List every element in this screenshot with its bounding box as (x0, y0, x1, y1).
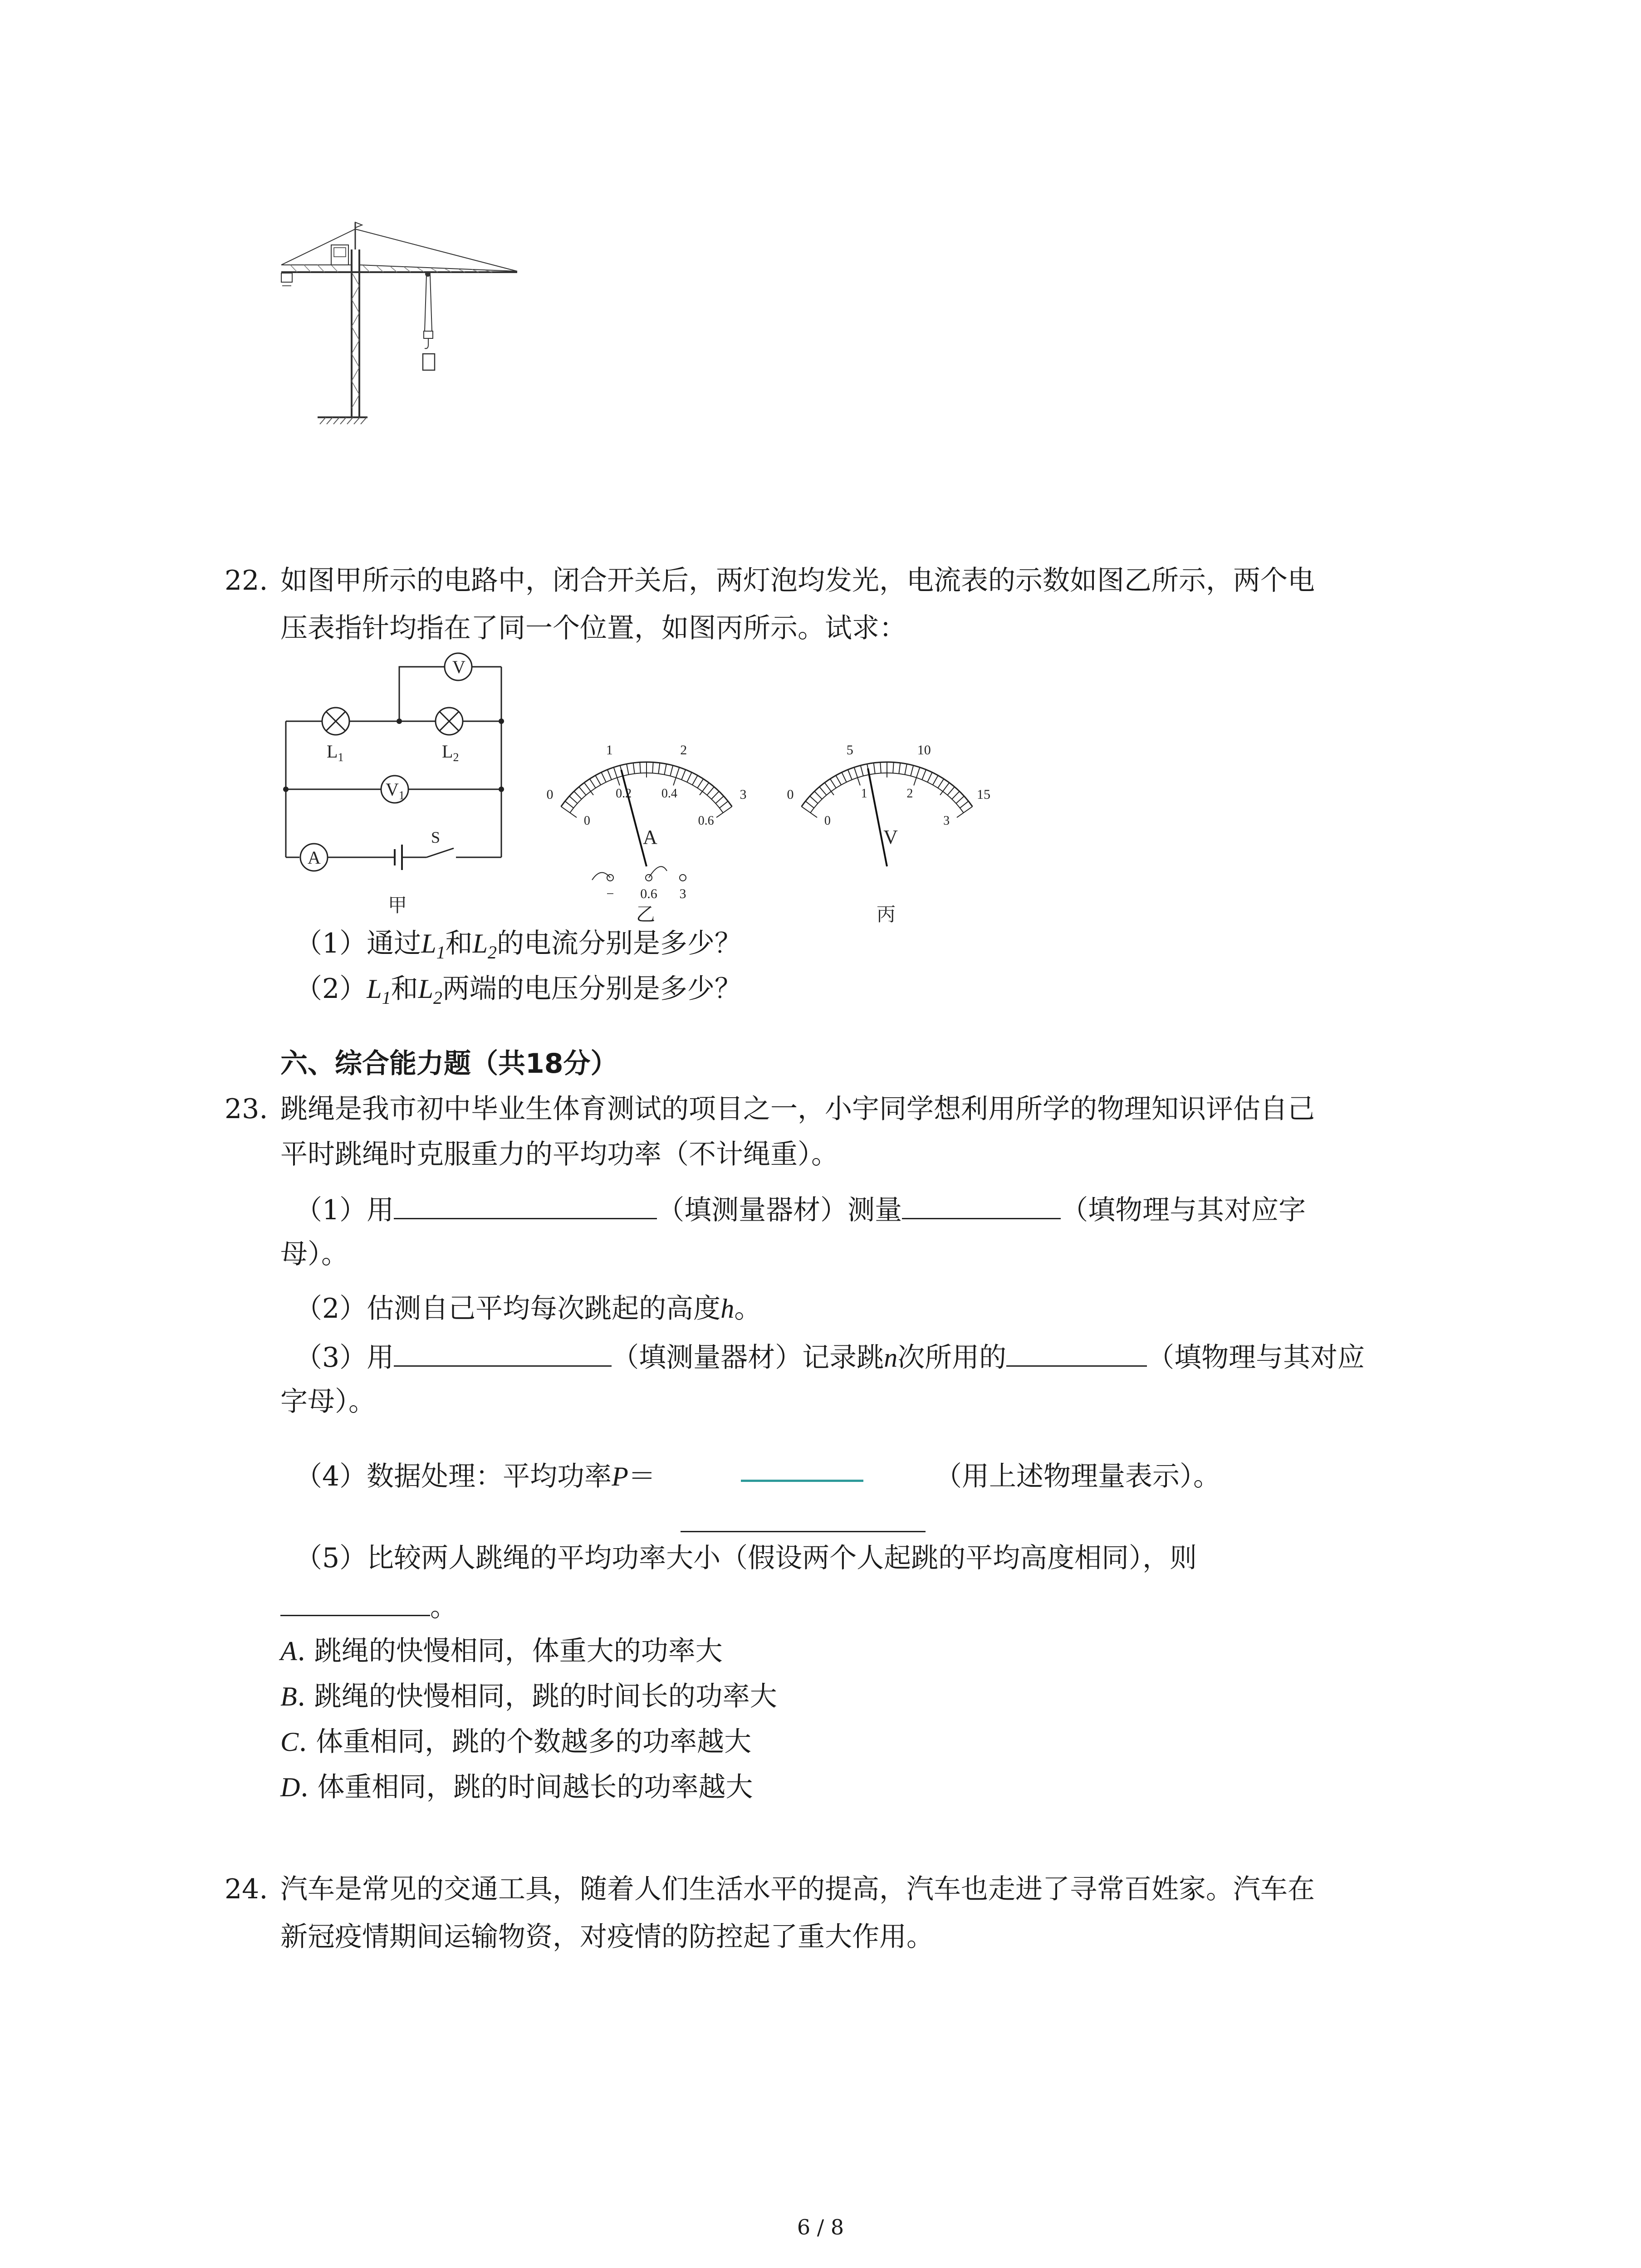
voltmeter-tick (914, 767, 920, 786)
ammeter-tick (574, 792, 582, 799)
figure-bing-caption: 丙 (877, 904, 896, 925)
ammeter-tick (707, 787, 714, 795)
ammeter-tick (687, 772, 691, 782)
voltmeter-v1-label: $V_1$ (386, 779, 405, 802)
q23-sub2: （2）估测自己平均每次跳起的高度h。 (295, 1293, 762, 1325)
voltmeter-tick (810, 796, 818, 803)
ammeter-bottom-tick-label: 0.2 (616, 787, 632, 801)
ammeter-tick (601, 772, 606, 782)
ammeter-tick (565, 801, 573, 808)
voltmeter-top-tick-label: 5 (846, 743, 853, 758)
q22-number: 22. (225, 565, 268, 596)
ammeter-top-tick-label: 0 (546, 787, 554, 802)
ammeter-tick (579, 787, 586, 795)
figure-yi-caption: 乙 (636, 904, 656, 925)
lamp-l2-label: $L_2$ (442, 741, 459, 764)
answer-blank[interactable] (394, 1191, 657, 1219)
voltmeter-top-tick-label: 10 (917, 743, 931, 758)
formula-fraction-line (741, 1480, 863, 1482)
voltmeter-tick (848, 770, 852, 780)
option-b[interactable]: B. 跳绳的快慢相同，跳的时间长的功率大 (280, 1681, 777, 1712)
ammeter-tick (716, 807, 732, 817)
ammeter-tick (652, 762, 653, 773)
ammeter-terminal-label: − (606, 886, 614, 901)
ammeter-tick (664, 764, 666, 775)
lamp-l1-label: $L_1$ (327, 741, 344, 764)
voltmeter-tick (957, 807, 972, 817)
ammeter-tick (670, 765, 673, 776)
q23-sub4-note: （用上述物理量表示）。 (935, 1461, 1220, 1492)
ammeter-dial (531, 717, 767, 925)
ammeter-terminal-label: 0.6 (640, 886, 657, 901)
voltmeter-unit-letter: V (883, 826, 898, 848)
ammeter-scale-arc-inner (570, 773, 723, 813)
voltmeter-tick (947, 787, 955, 795)
ammeter-tick (715, 796, 724, 803)
answer-blank[interactable] (394, 1338, 612, 1367)
voltmeter-tick (805, 801, 814, 808)
voltmeter-tick (956, 796, 964, 803)
ammeter-tick (595, 775, 601, 785)
ammeter-top-tick-label: 2 (680, 743, 687, 758)
ammeter-tick (640, 762, 641, 773)
voltmeter-tick (830, 779, 836, 788)
ammeter-terminal (680, 875, 686, 881)
voltmeter-tick (814, 792, 822, 799)
voltmeter-tick (922, 770, 926, 780)
voltmeter-tick (874, 763, 875, 774)
q23-sub5: （5）比较两人跳绳的平均功率大小（假设两个人起跳的平均高度相同），则 (295, 1542, 1197, 1574)
q23-line-1: 跳绳是我市初中毕业生体育测试的项目之一，小宇同学想利用所学的物理知识评估自己 (280, 1093, 1315, 1125)
q24-number: 24. (225, 1873, 268, 1905)
ammeter-tick (614, 767, 620, 786)
voltmeter-tick (854, 767, 860, 786)
ammeter-tick (561, 807, 577, 817)
voltmeter-tick (938, 779, 944, 788)
ammeter-tick (569, 796, 578, 803)
voltmeter-tick (819, 787, 827, 795)
figure-jia-caption: 甲 (388, 895, 407, 916)
ammeter-tick (692, 775, 698, 785)
voltmeter-top-tick-label: 15 (976, 787, 990, 802)
voltmeter-tick (893, 762, 894, 773)
answer-blank[interactable] (280, 1588, 430, 1616)
voltmeter-tick (960, 801, 969, 808)
ammeter-tick (633, 763, 635, 774)
q22-sub2: $(2)L_1$和$L_2$两端的电压分别是多少？ (295, 973, 742, 1008)
voltmeter-v-label: V (452, 657, 465, 677)
ammeter-top-tick-label: 3 (740, 787, 747, 802)
voltmeter-tick (933, 775, 938, 785)
ammeter-tick (681, 770, 686, 780)
ammeter-tick (720, 801, 728, 808)
option-c[interactable]: C. 体重相同，跳的个数越多的功率越大 (280, 1726, 752, 1758)
voltmeter-dial (771, 717, 1007, 925)
voltmeter-needle (868, 768, 887, 866)
ammeter-bottom-tick-label: 0.4 (661, 787, 677, 801)
q22-sub1: （1）通过$L_1$和$L_2$的电流分别是多少？ (295, 928, 742, 963)
voltmeter-bottom-tick-label: 3 (943, 814, 950, 828)
voltmeter-tick (952, 792, 960, 799)
voltmeter-tick (927, 772, 932, 782)
voltmeter-tick (842, 772, 846, 782)
ammeter-tick (697, 779, 703, 788)
q22-line-1: 如图甲所示的电路中，闭合开关后，两灯泡均发光，电流表的示数如图乙所示，两个电 (280, 565, 1315, 596)
ammeter-tick (627, 764, 629, 775)
q23-sub4: （4）数据处理：平均功率P＝ (295, 1461, 656, 1492)
q22-line-2: 压表指针均指在了同一个位置，如图丙所示。试求： (280, 612, 906, 644)
voltmeter-tick (861, 765, 863, 776)
voltmeter-tick (899, 763, 900, 774)
answer-blank[interactable] (681, 1531, 926, 1532)
voltmeter-bottom-tick-label: 2 (906, 787, 913, 801)
voltmeter-tick (836, 775, 841, 785)
ammeter-tick (658, 763, 660, 774)
ammeter-unit-letter: A (643, 826, 657, 848)
section-title: 六、综合能力题（共18分） (280, 1048, 618, 1080)
ammeter-tick (673, 767, 679, 786)
q23-number: 23. (225, 1093, 268, 1125)
ammeter-tick (590, 779, 596, 788)
option-d[interactable]: D. 体重相同，跳的时间越长的功率越大 (280, 1771, 753, 1803)
q24-line-2: 新冠疫情期间运输物资，对疫情的防控起了重大作用。 (280, 1921, 934, 1953)
q23-sub5-cont: 。 (280, 1588, 457, 1625)
ammeter-bottom-tick-label: 0.6 (698, 814, 714, 828)
voltmeter-tick (911, 765, 913, 776)
switch-s-label: S (431, 828, 441, 846)
q23-sub3: （3）用 （填测量器材）记录跳n次所用的 （填物理与其对应 (295, 1338, 1365, 1376)
voltmeter-scale-arc-inner (810, 773, 963, 813)
ammeter-a-label: A (308, 847, 321, 868)
page-number: 6 / 8 (797, 2215, 844, 2239)
voltmeter-top-tick-label: 0 (787, 787, 794, 802)
voltmeter-bottom-tick-label: 0 (824, 814, 831, 828)
ammeter-tick (711, 792, 719, 799)
option-a[interactable]: A. 跳绳的快慢相同，体重大的功率大 (280, 1635, 723, 1667)
q23-sub3-cont: 字母）。 (280, 1386, 376, 1418)
voltmeter-tick (802, 807, 817, 817)
answer-blank[interactable] (902, 1191, 1061, 1219)
voltmeter-tick (880, 762, 881, 773)
q23-sub1: （1）用 （填测量器材）测量 （填物理与其对应字 (295, 1191, 1306, 1228)
ammeter-needle (621, 770, 647, 866)
answer-blank[interactable] (1006, 1338, 1147, 1367)
ammeter-terminal-label: 3 (679, 886, 686, 901)
crane-figure (272, 218, 526, 426)
q23-sub1-cont: 母）。 (280, 1238, 348, 1270)
ammeter-bottom-tick-label: 0 (583, 814, 590, 828)
voltmeter-tick (905, 764, 907, 775)
q23-line-2: 平时跳绳时克服重力的平均功率（不计绳重）。 (280, 1139, 838, 1170)
q24-line-1: 汽车是常见的交通工具，随着人们生活水平的提高，汽车也走进了寻常百姓家。汽车在 (280, 1873, 1315, 1905)
circuit-diagram (281, 653, 517, 925)
ammeter-tick (607, 770, 612, 780)
voltmeter-bottom-tick-label: 1 (861, 787, 867, 801)
ammeter-top-tick-label: 1 (606, 743, 613, 758)
